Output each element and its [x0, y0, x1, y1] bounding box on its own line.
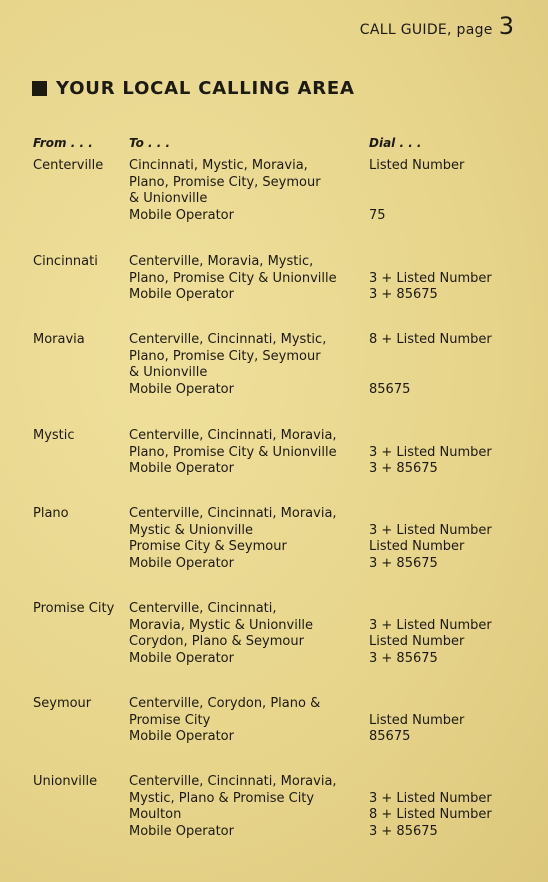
to-line: Plano, Promise City, Seymour — [129, 174, 321, 190]
dial-line: 85675 — [369, 729, 411, 744]
column-header-to: To . . . — [129, 136, 171, 150]
dial-line — [369, 191, 539, 208]
section-title-text: YOUR LOCAL CALLING AREA — [56, 78, 355, 99]
to-towns — [129, 158, 359, 224]
dial-line: 85675 — [369, 381, 411, 397]
to-line: & Unionville — [129, 365, 208, 380]
to-line: Mystic & Unionville — [129, 522, 254, 538]
dial-line: 3 + Listed Number — [369, 444, 492, 460]
dial-line — [369, 428, 539, 445]
dial-line: Listed Number — [369, 158, 465, 173]
to-line: Centerville, Cincinnati, Moravia, — [129, 506, 337, 521]
dial-line: Listed Number — [369, 634, 465, 649]
to-towns — [129, 332, 359, 398]
to-line: Plano, Promise City, Seymour — [129, 348, 321, 364]
dial-line — [369, 601, 539, 618]
to-line: Mobile Operator — [129, 287, 234, 302]
dial-line: 3 + Listed Number — [369, 270, 492, 286]
to-towns — [129, 696, 359, 746]
dial-line: 3 + 85675 — [369, 287, 438, 302]
dial-line — [369, 774, 539, 791]
column-header-dial: Dial . . . — [369, 136, 422, 150]
dial-line: 75 — [369, 207, 386, 223]
to-line: Plano, Promise City & Unionville — [129, 270, 337, 286]
page-header — [360, 12, 514, 40]
dial-line — [369, 254, 539, 271]
dial-line: 3 + Listed Number — [369, 790, 492, 806]
to-line: Moulton — [129, 807, 182, 822]
to-line: Mobile Operator — [129, 823, 234, 839]
dial-line — [369, 349, 539, 366]
dial-line: 3 + 85675 — [369, 823, 438, 839]
from-town: Centerville — [33, 158, 104, 173]
to-line: Promise City — [129, 712, 211, 728]
to-line: Centerville, Cincinnati, Moravia, — [129, 774, 337, 789]
dial-line: 3 + Listed Number — [369, 522, 492, 538]
to-towns — [129, 428, 359, 478]
section-title — [32, 78, 355, 99]
dial-line: 3 + Listed Number — [369, 617, 492, 633]
to-line: Cincinnati, Mystic, Moravia, — [129, 158, 308, 173]
from-town: Moravia — [33, 332, 85, 347]
guide-label: CALL GUIDE, page — [359, 22, 493, 38]
to-line: Centerville, Corydon, Plano & — [129, 696, 321, 711]
to-line: Mobile Operator — [129, 650, 234, 666]
dial-line — [369, 175, 539, 192]
to-towns — [129, 774, 359, 840]
dial-instructions — [369, 506, 539, 572]
to-line: Promise City & Seymour — [129, 539, 287, 554]
to-line: Centerville, Cincinnati, Mystic, — [129, 332, 327, 347]
from-town: Mystic — [33, 428, 75, 443]
to-line: Centerville, Cincinnati, Moravia, — [129, 428, 337, 443]
dial-line: 8 + Listed Number — [369, 332, 492, 347]
to-line: Plano, Promise City & Unionville — [129, 444, 337, 460]
dial-line: Listed Number — [369, 712, 465, 728]
dial-instructions — [369, 774, 539, 840]
dial-line: Listed Number — [369, 539, 465, 554]
from-town: Unionville — [33, 774, 98, 789]
dial-line — [369, 506, 539, 523]
to-line: Mystic, Plano & Promise City — [129, 790, 315, 806]
to-line: Mobile Operator — [129, 729, 234, 744]
to-line: Mobile Operator — [129, 461, 234, 476]
to-line: Corydon, Plano & Seymour — [129, 634, 304, 649]
dial-line — [369, 365, 539, 382]
dial-line — [369, 696, 539, 713]
to-towns — [129, 601, 359, 667]
dial-instructions — [369, 696, 539, 746]
to-line: Centerville, Moravia, Mystic, — [129, 254, 314, 269]
to-line: Centerville, Cincinnati, — [129, 601, 277, 616]
from-town: Promise City — [33, 601, 115, 616]
from-town: Seymour — [33, 696, 92, 711]
to-line: Mobile Operator — [129, 381, 234, 397]
square-bullet-icon — [32, 81, 47, 96]
to-towns — [129, 506, 359, 572]
dial-line: 3 + 85675 — [369, 461, 438, 476]
dial-instructions — [369, 254, 539, 304]
dial-line: 3 + 85675 — [369, 555, 438, 571]
to-line: Moravia, Mystic & Unionville — [129, 617, 314, 633]
page-number: 3 — [498, 12, 514, 40]
from-town: Plano — [33, 506, 69, 521]
to-line: Mobile Operator — [129, 207, 234, 223]
to-line: & Unionville — [129, 191, 208, 206]
dial-instructions — [369, 428, 539, 478]
to-line: Mobile Operator — [129, 555, 234, 571]
column-header-from: From . . . — [33, 136, 93, 150]
dial-instructions — [369, 158, 539, 224]
dial-instructions — [369, 601, 539, 667]
dial-line: 8 + Listed Number — [369, 807, 492, 822]
to-towns — [129, 254, 359, 304]
dial-line: 3 + 85675 — [369, 650, 438, 666]
from-town: Cincinnati — [33, 254, 98, 269]
dial-instructions — [369, 332, 539, 398]
